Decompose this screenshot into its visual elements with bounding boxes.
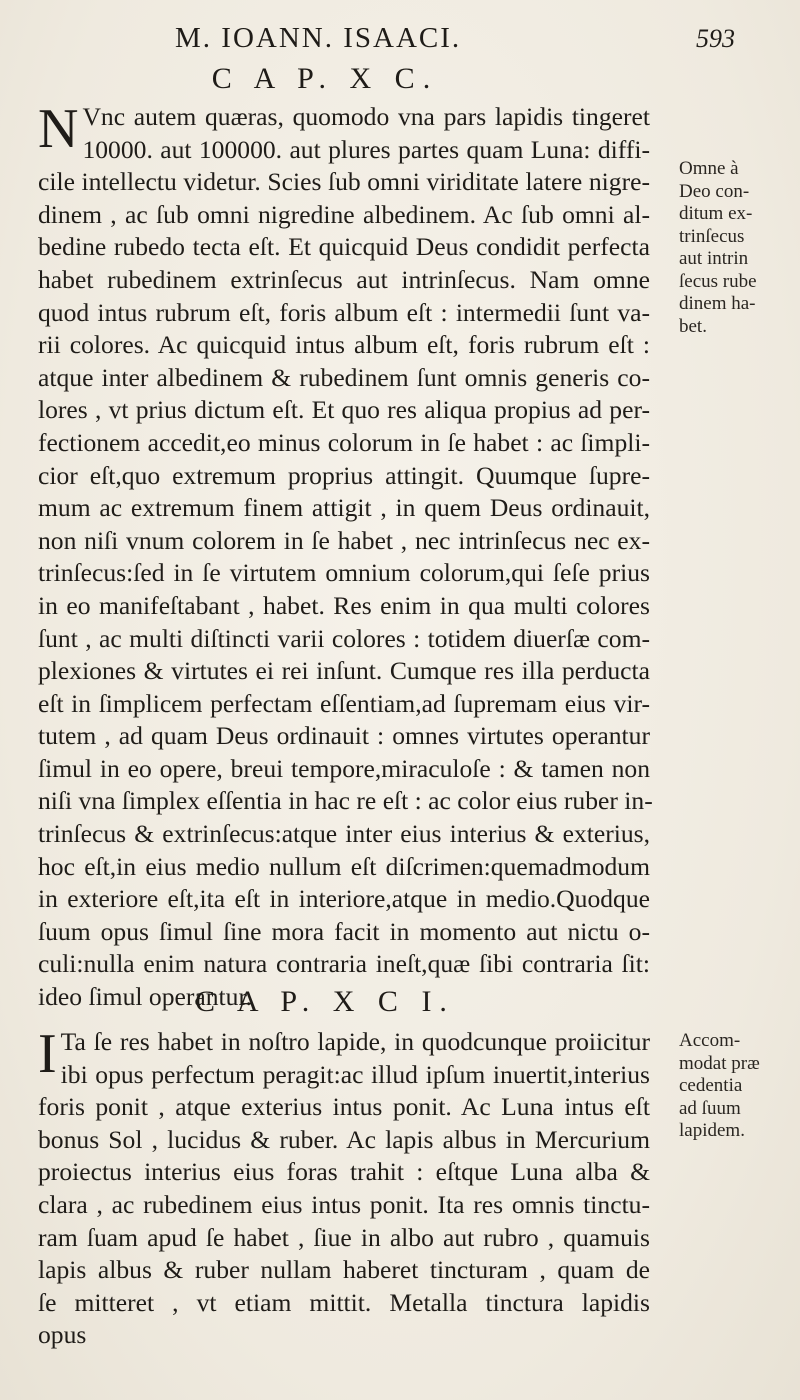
text-line: clara , ac rubedinem eius intus ponit. Ita res omnis tinctu- — [38, 1189, 650, 1219]
text-line: mum ac extremum finem attigit , in quem Deus ordinauit, — [38, 493, 650, 523]
margin-note-line: bet. — [679, 315, 707, 337]
text-line: in eo manifeſtabant , habet. Res enim in qua multi colores — [38, 590, 650, 620]
text-line: ſunt , ac multi diſtincti varii colores : totidem diuerſæ com- — [38, 623, 650, 653]
margin-note-line: aut intrin — [679, 248, 749, 269]
catchword: opus — [38, 1320, 87, 1350]
chapter-91-text — [38, 1023, 650, 1352]
text-line: 10000. aut 100000. aut plures partes quam Luna: diffi- — [82, 134, 650, 164]
text-line: eſt in ſimplicem perfectam eſſentiam,ad ſupremam eius vir- — [38, 688, 650, 718]
text-line: Vnc autem quæras, quomodo vna pars lapidis tingeret — [82, 102, 650, 131]
text-line: lores , vt prius dictum eſt. Et quo res aliqua propius ad per- — [38, 395, 650, 425]
margin-note-line: Omne à — [679, 158, 739, 179]
chapter-90-heading: C A P. X C. — [211, 62, 439, 95]
text-line: ſuum opus ſimul ſine mora facit in momento aut nictu o- — [38, 916, 650, 946]
margin-note-line: trinſecus — [679, 225, 745, 247]
text-line: rii colores. Ac quicquid intus album eſt, foris rubrum eſt : — [38, 330, 650, 360]
text-line: dinem , ac ſub omni nigredine albedinem. Ac ſub omni al- — [38, 199, 650, 229]
chapter-90-initial: N — [38, 98, 79, 160]
text-line: bonus Sol , lucidus & ruber. Ac lapis albus in Mercurium — [38, 1124, 650, 1154]
margin-note-line: dinem ha- — [679, 293, 756, 314]
margin-note-line: ſecus rube — [679, 270, 757, 292]
text-line: cior eſt,quo extremum proprius attingit. Quumque ſupre- — [38, 460, 650, 490]
text-line: trinſecus & extrinſecus:atque inter eius interius & exterius, — [38, 819, 650, 849]
text-line: lapis albus & ruber nullam haberet tincturam , quam de — [38, 1255, 650, 1285]
text-line: proiectus interius eius foras trahit : eſtque Luna alba & — [38, 1157, 650, 1187]
margin-note-line: lapidem. — [679, 1120, 745, 1141]
page-number: 593 — [696, 24, 735, 53]
text-line: ſe mitteret , vt etiam mittit. Metalla tinctura lapidis — [38, 1287, 650, 1317]
text-line: bedine rubedo tecta eſt. Et quicquid Deus condidit perfecta — [38, 232, 650, 262]
text-line: cile intellectu videtur. Scies ſub omni viriditate latere nigre- — [38, 167, 650, 197]
text-line: plexiones & virtutes ei rei inſunt. Cumque res illa perducta — [38, 656, 650, 686]
text-line: foris ponit , atque exterius intus ponit. Ac Luna intus eſt — [38, 1092, 650, 1122]
margin-note-line: cedentia — [679, 1075, 743, 1096]
chapter-91-heading: C A P. X C I. — [195, 985, 455, 1018]
running-title: M. IOANN. ISAACI. — [175, 22, 462, 54]
chapter-90-margin-note — [679, 158, 797, 338]
text-line: ſimul in eo opere, breui tempore,miraculoſe : & tamen non — [38, 753, 650, 783]
text-line: Ta ſe res habet in noſtro lapide, in quodcunque proiicitur — [60, 1027, 650, 1056]
chapter-90-text — [38, 98, 653, 1014]
text-line: ibi opus perfectum peragit:ac illud ipſum inuertit,interius — [60, 1059, 650, 1089]
margin-note-line: Accom- — [679, 1030, 741, 1051]
text-line: tutem , ad quam Deus ordinauit : omnes virtutes operantur — [38, 721, 650, 751]
text-line: in exteriore eſt,ita eſt in interiore,atque in medio.Quodque — [38, 884, 650, 914]
text-line: trinſecus:ſed in ſe virtutem omnium colorum,qui ſeſe prius — [38, 558, 650, 588]
text-line: atque inter albedinem & rubedinem ſunt omnis generis co- — [38, 362, 650, 392]
text-line: ideo ſimul operantur. — [38, 982, 252, 1012]
text-line: fectionem accedit,eo minus colorum in ſe habet : ac ſimpli- — [38, 427, 650, 457]
margin-note-line: Deo con- — [679, 180, 750, 202]
margin-note-line: ad ſuum — [679, 1097, 741, 1119]
text-line: hoc eſt,in eius medio nullum eſt diſcrimen:quemadmodum — [38, 851, 650, 881]
chapter-91-margin-note — [679, 1030, 797, 1143]
chapter-91-initial: I — [38, 1023, 57, 1085]
text-line: habet rubedinem extrinſecus aut intrinſecus. Nam omne — [38, 264, 650, 294]
text-line: niſi vna ſimplex eſſentia in hac re eſt : ac color eius ruber in- — [38, 786, 653, 816]
text-line: ram ſuam apud ſe habet , ſiue in albo aut rubro , quamuis — [38, 1222, 650, 1252]
margin-note-line: ditum ex- — [679, 203, 753, 224]
text-line: quod intus rubrum eſt, foris album eſt : intermedii ſunt va- — [38, 297, 650, 327]
margin-note-line: modat præ — [679, 1052, 760, 1074]
text-line: non niſi vnum colorem in ſe habet , nec intrinſecus nec ex- — [38, 525, 650, 555]
text-line: culi:nulla enim natura contraria ineſt,quæ ſibi contraria ſit: — [38, 949, 650, 979]
